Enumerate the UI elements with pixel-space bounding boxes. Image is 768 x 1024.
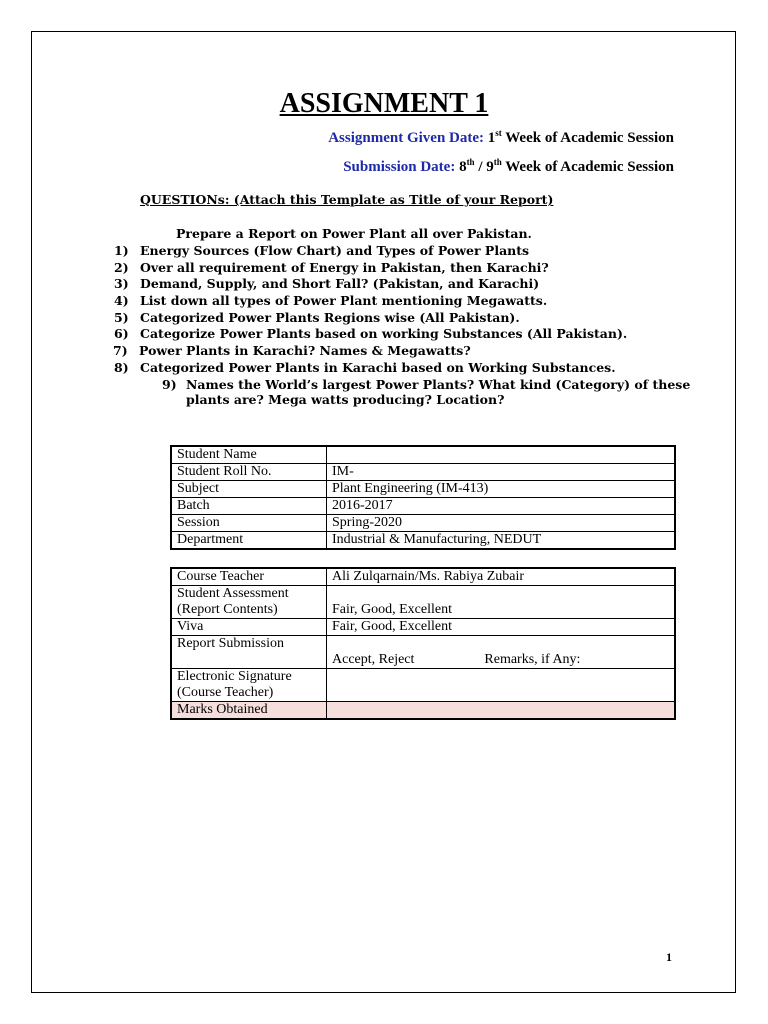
question-item bbox=[114, 310, 520, 325]
signature-label-line1: Electronic Signature bbox=[177, 669, 292, 684]
table-row bbox=[171, 498, 675, 515]
viva-options[interactable]: Fair, Good, Excellent bbox=[327, 619, 676, 636]
report-submission-cell bbox=[327, 636, 676, 669]
table-row bbox=[171, 568, 675, 586]
student-name-label: Student Name bbox=[171, 446, 327, 464]
marks-obtained-field[interactable] bbox=[327, 702, 676, 720]
questions-heading: QUESTIONs: (Attach this Template as Title of your Report) bbox=[140, 192, 554, 207]
batch-label: Batch bbox=[171, 498, 327, 515]
question-number: 5) bbox=[114, 310, 129, 325]
course-teacher-value: Ali Zulqarnain/Ms. Rabiya Zubair bbox=[327, 568, 676, 586]
signature-field[interactable] bbox=[327, 669, 676, 702]
question-item-9 bbox=[162, 377, 690, 407]
page-title: ASSIGNMENT 1 bbox=[279, 88, 489, 119]
table-row bbox=[171, 446, 675, 464]
department-value: Industrial & Manufacturing, NEDUT bbox=[327, 532, 676, 550]
question-text-continued: plants are? Mega watts producing? Location? bbox=[186, 392, 505, 407]
table-row bbox=[171, 464, 675, 481]
table-row bbox=[171, 636, 675, 669]
question-text: Demand, Supply, and Short Fall? (Pakistan, and Karachi) bbox=[140, 276, 540, 291]
table-row bbox=[171, 619, 675, 636]
question-item bbox=[114, 326, 627, 341]
remarks-label: Remarks, if Any: bbox=[484, 652, 581, 667]
student-assessment-label-line2: (Report Contents) bbox=[177, 602, 278, 617]
signature-label bbox=[171, 669, 327, 702]
table-row bbox=[171, 586, 675, 619]
subject-value: Plant Engineering (IM-413) bbox=[327, 481, 676, 498]
roll-no-field[interactable]: IM- bbox=[327, 464, 676, 481]
question-text: List down all types of Power Plant mentioning Megawatts. bbox=[140, 293, 548, 308]
batch-value: 2016-2017 bbox=[327, 498, 676, 515]
question-text: Categorized Power Plants in Karachi based on Working Substances. bbox=[140, 360, 616, 375]
page-number: 1 bbox=[666, 950, 672, 964]
table-row bbox=[171, 669, 675, 702]
report-submission-options[interactable]: Accept, Reject bbox=[332, 652, 415, 667]
subject-label: Subject bbox=[171, 481, 327, 498]
question-item bbox=[114, 360, 616, 375]
question-text: Energy Sources (Flow Chart) and Types of Power Plants bbox=[140, 243, 530, 258]
session-label: Session bbox=[171, 515, 327, 532]
submission-date-sep: / 9 bbox=[478, 159, 494, 175]
question-number: 7) bbox=[113, 343, 128, 358]
table-row bbox=[171, 481, 675, 498]
session-value: Spring-2020 bbox=[327, 515, 676, 532]
submission-date-rest: Week of Academic Session bbox=[505, 159, 674, 175]
question-item bbox=[114, 243, 529, 258]
question-text: Names the World’s largest Power Plants? What kind (Category) of these bbox=[186, 377, 691, 392]
roll-no-label: Student Roll No. bbox=[171, 464, 327, 481]
student-name-field[interactable] bbox=[327, 446, 676, 464]
question-number: 1) bbox=[114, 243, 129, 258]
submission-date-num1: 8 bbox=[459, 159, 467, 175]
prepare-instruction: Prepare a Report on Power Plant all over Pakistan. bbox=[176, 226, 532, 241]
student-assessment-options[interactable]: Fair, Good, Excellent bbox=[327, 586, 676, 619]
submission-date-line bbox=[343, 159, 674, 176]
given-date-sup: st bbox=[495, 128, 502, 138]
given-date-num: 1 bbox=[487, 130, 496, 146]
question-text: Power Plants in Karachi? Names & Megawatts? bbox=[139, 343, 471, 358]
question-number: 6) bbox=[114, 326, 129, 341]
table-row bbox=[171, 532, 675, 550]
question-number: 8) bbox=[114, 360, 129, 375]
student-info-table bbox=[170, 445, 676, 550]
submission-date-sup2: th bbox=[493, 157, 502, 167]
question-item bbox=[114, 260, 549, 275]
given-date-line bbox=[328, 130, 674, 147]
student-assessment-label bbox=[171, 586, 327, 619]
question-number: 9) bbox=[162, 377, 177, 392]
student-assessment-label-line1: Student Assessment bbox=[177, 586, 289, 601]
department-label: Department bbox=[171, 532, 327, 550]
question-number: 2) bbox=[114, 260, 129, 275]
question-text: Over all requirement of Energy in Pakistan, then Karachi? bbox=[140, 260, 549, 275]
table-row bbox=[171, 702, 675, 720]
report-submission-label: Report Submission bbox=[171, 636, 327, 669]
given-date-rest: Week of Academic Session bbox=[505, 130, 674, 146]
question-text: Categorized Power Plants Regions wise (All Pakistan). bbox=[140, 310, 520, 325]
question-item bbox=[114, 293, 547, 308]
question-number: 3) bbox=[114, 276, 129, 291]
question-item bbox=[113, 343, 471, 358]
table-row bbox=[171, 515, 675, 532]
question-text: Categorize Power Plants based on working Substances (All Pakistan). bbox=[140, 326, 628, 341]
viva-label: Viva bbox=[171, 619, 327, 636]
marks-obtained-label: Marks Obtained bbox=[171, 702, 327, 720]
assessment-table bbox=[170, 567, 676, 720]
submission-date-label: Submission Date: bbox=[343, 159, 456, 175]
question-item bbox=[114, 276, 539, 291]
question-number: 4) bbox=[114, 293, 129, 308]
given-date-label: Assignment Given Date: bbox=[328, 130, 485, 146]
course-teacher-label: Course Teacher bbox=[171, 568, 327, 586]
signature-label-line2: (Course Teacher) bbox=[177, 685, 274, 700]
submission-date-sup1: th bbox=[466, 157, 475, 167]
